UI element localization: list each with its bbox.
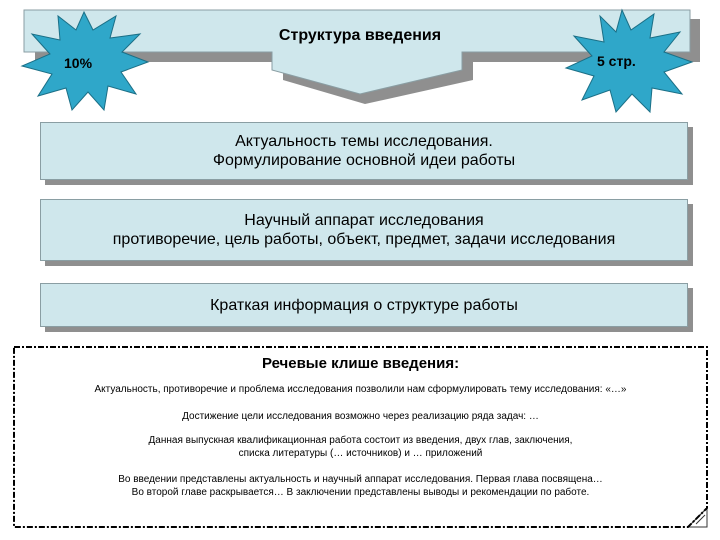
cliche-paragraph: [24, 383, 697, 396]
cliche-line: Актуальность, противоречие и проблема исследования позволили нам сформулировать тему исследования: «…»: [94, 384, 627, 395]
cliche-line: Во второй главе раскрывается… В заключении представлены выводы и рекомендации по работе.: [131, 487, 590, 498]
box-line: противоречие, цель работы, объект, предмет, задачи исследования: [112, 231, 616, 248]
cliche-paragraph: [24, 410, 697, 423]
cliche-line: Во введении представлены актуальность и научный аппарат исследования. Первая глава посвящена…: [118, 474, 603, 485]
cliche-line: Достижение цели исследования возможно через реализацию ряда задач: …: [182, 411, 539, 422]
structure-info-box: [40, 283, 688, 327]
cliches-title: Речевые клише введения:: [261, 355, 460, 372]
pages-badge-label: 5 стр.: [597, 53, 636, 69]
header-title: Структура введения: [278, 27, 442, 44]
box-line: Актуальность темы исследования.: [235, 133, 493, 150]
box-line: Краткая информация о структуре работы: [210, 296, 518, 314]
cliche-line: списка литературы (… источников) и … приложений: [238, 448, 483, 459]
cliche-paragraph: [24, 473, 697, 499]
relevance-box: [40, 122, 688, 180]
percent-badge-label: 10%: [64, 55, 93, 71]
box-line: Научный аппарат исследования: [244, 212, 484, 229]
cliche-paragraph: [24, 434, 697, 460]
cliche-line: Данная выпускная квалификационная работа состоит из введения, двух глав, заключения,: [148, 435, 573, 446]
scientific-apparatus-box: [40, 199, 688, 261]
speech-cliches-panel: [14, 347, 707, 527]
box-line: Формулирование основной идеи работы: [212, 152, 516, 169]
